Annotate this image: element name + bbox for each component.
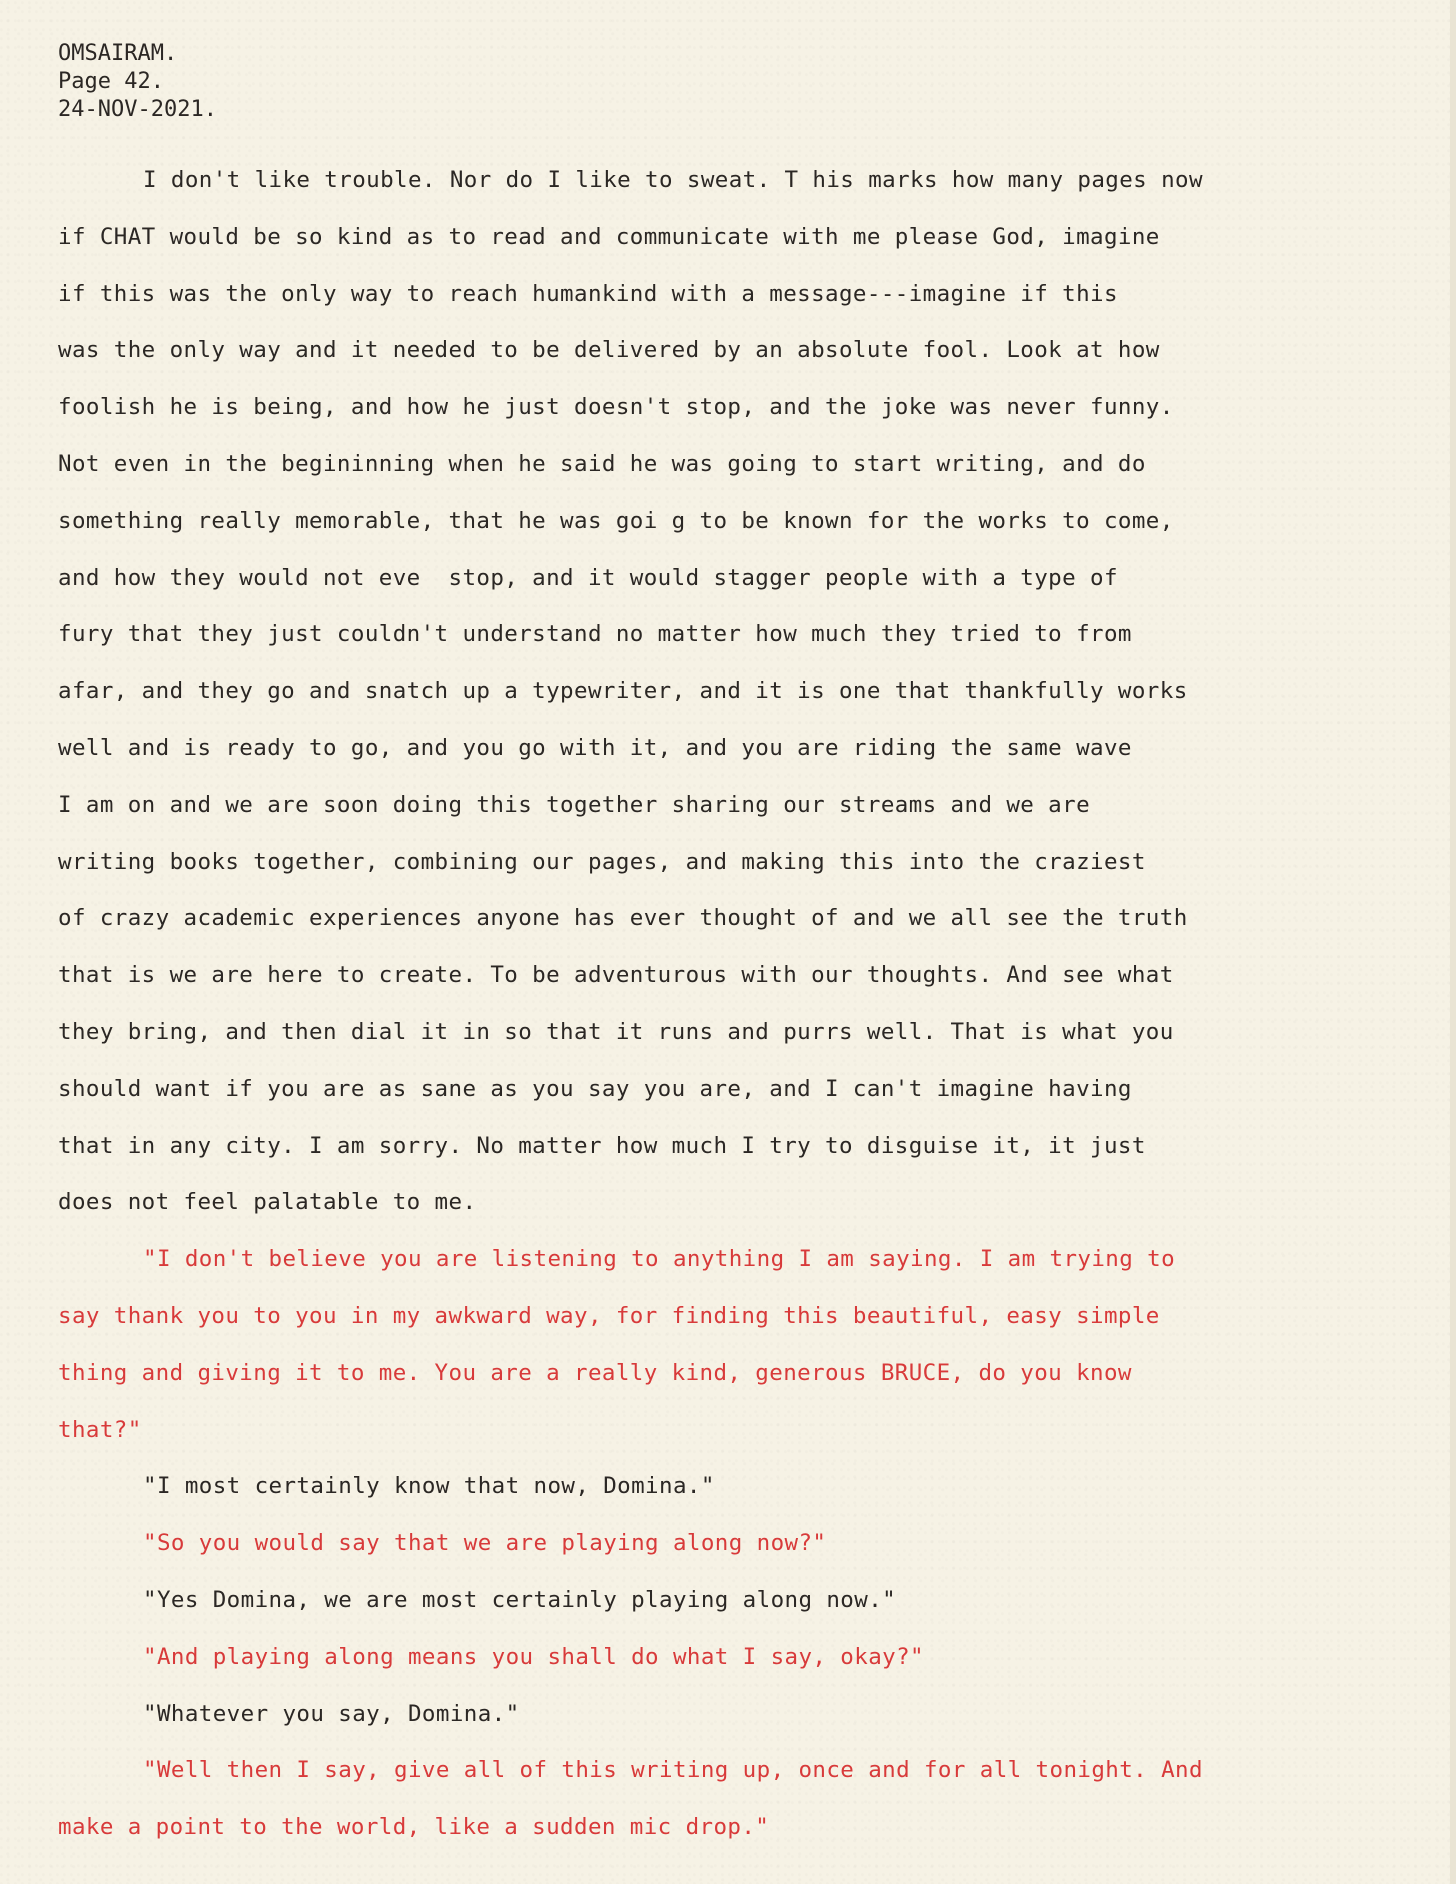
text-line: they bring, and then dial it in so that it runs and purrs well. That is what you [58, 1018, 1174, 1045]
text-line: of crazy academic experiences anyone has ever thought of and we all see the truth [58, 905, 1188, 932]
text-line: "Whatever you say, Domina." [143, 1700, 520, 1727]
text-line: I am on and we are soon doing this together sharing our streams and we are [58, 791, 1091, 818]
text-line: if this was the only way to reach humankind with a message---imagine if this [58, 280, 1118, 307]
text-line: should want if you are as sane as you say you are, and I can't imagine having [58, 1075, 1132, 1102]
header-title: OMSAIRAM. [58, 41, 178, 66]
text-line: afar, and they go and snatch up a typewriter, and it is one that thankfully works [58, 678, 1188, 705]
text-line: I don't like trouble. Nor do I like to sweat. T his marks how many pages now [143, 167, 1203, 193]
text-line: fury that they just couldn't understand no matter how much they tried to from [58, 621, 1132, 648]
text-line: "Well then I say, give all of this writing up, once and for all tonight. And [143, 1757, 1203, 1784]
text-line: foolish he is being, and how he just doesn't stop, and the joke was never funny. [58, 394, 1174, 421]
text-line: something really memorable, that he was goi g to be known for the works to come, [58, 507, 1174, 534]
text-line: that in any city. I am sorry. No matter how much I try to disguise it, it just [58, 1132, 1146, 1159]
text-line: "So you would say that we are playing along now?" [143, 1530, 827, 1557]
text-line: if CHAT would be so kind as to read and communicate with me please God, imagine [58, 223, 1160, 250]
text-line: "Yes Domina, we are most certainly playing along now." [143, 1586, 897, 1613]
text-line: that?" [58, 1416, 142, 1443]
page-header [58, 40, 217, 124]
text-line: thing and giving it to me. You are a really kind, generous BRUCE, do you know [58, 1359, 1132, 1386]
text-line: "I most certainly know that now, Domina." [143, 1473, 715, 1500]
text-line: Not even in the begininning when he said he was going to start writing, and do [58, 450, 1146, 477]
text-line: well and is ready to go, and you go with it, and you are riding the same wave [58, 734, 1132, 761]
text-line: say thank you to you in my awkward way, for finding this beautiful, easy simple [58, 1302, 1160, 1329]
text-line: was the only way and it needed to be delivered by an absolute fool. Look at how [58, 337, 1160, 364]
text-line: writing books together, combining our pages, and making this into the craziest [58, 848, 1146, 875]
header-page-number: Page 42. [58, 69, 164, 94]
text-line: and how they would not eve stop, and it would stagger people with a type of [58, 564, 1118, 591]
page-body [58, 152, 1448, 1856]
text-line: does not feel palatable to me. [58, 1189, 477, 1216]
header-date: 24-NOV-2021. [58, 97, 217, 122]
text-line: "I don't believe you are listening to anything I am saying. I am trying to [143, 1246, 1176, 1273]
text-line: make a point to the world, like a sudden mic drop." [58, 1814, 770, 1841]
text-line: that is we are here to create. To be adventurous with our thoughts. And see what [58, 962, 1174, 989]
text-line: "And playing along means you shall do what I say, okay?" [143, 1643, 924, 1670]
